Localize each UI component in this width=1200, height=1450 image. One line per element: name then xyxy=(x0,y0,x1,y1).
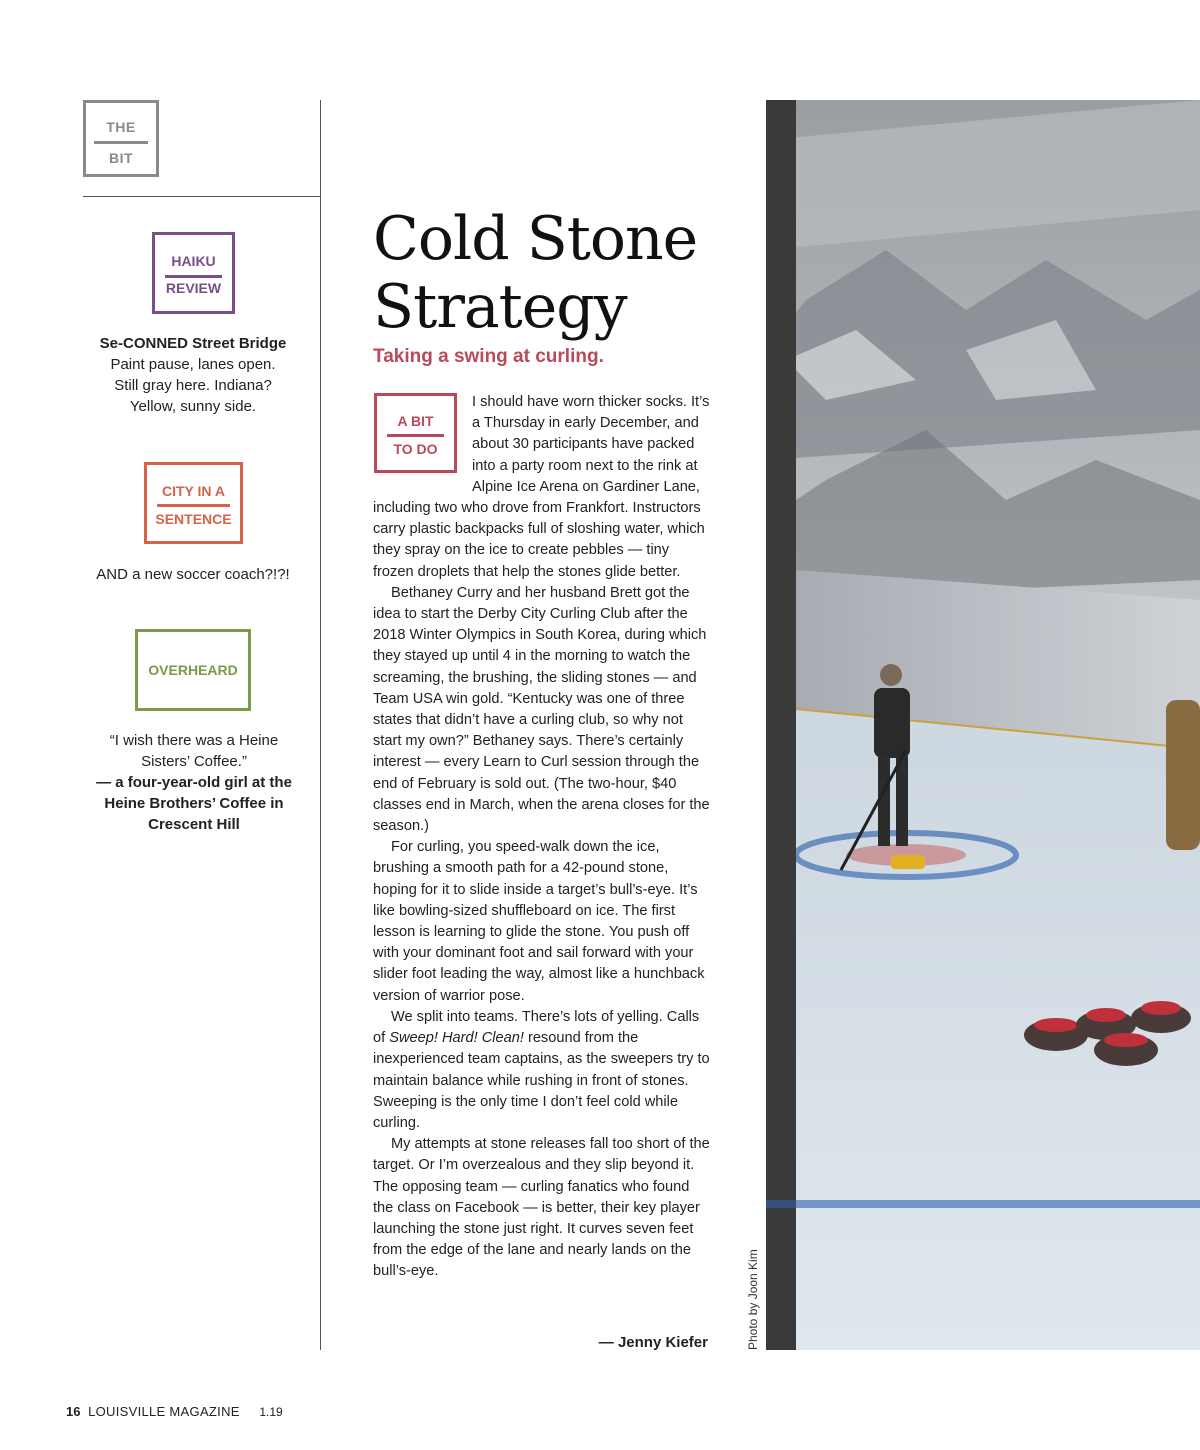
article-paragraph: Bethaney Curry and her husband Brett got the idea to start the Derby City Curling Club after the 2018 Winter Olympics in South Korea, during which they stayed up until 4 in the morning to watch the screaming, the brushing, the sliding stones — and Team USA win gold. “Kentucky was one of three states that didn’t have a curling club, so why not start my own?” Bethaney says. There’s certainly interest — every Learn to Curl session through the end of February is sold out. (The two-hour, $40 classes end in March, when the arena closes for the season.) xyxy=(373,584,710,835)
curling-photo xyxy=(766,100,1200,1350)
city-in-a-sentence-label xyxy=(144,462,243,544)
page-footer xyxy=(66,1404,283,1419)
overheard-text xyxy=(83,730,305,835)
haiku-review-text xyxy=(83,333,303,417)
city-label-line1: CITY IN A xyxy=(161,483,225,499)
city-label-line2: SENTENCE xyxy=(155,511,232,527)
byline: — Jenny Kiefer xyxy=(598,1334,708,1351)
article-body xyxy=(373,392,713,1283)
issue-date: 1.19 xyxy=(259,1405,283,1419)
the-bit-rule xyxy=(94,141,148,144)
city-sentence-text: AND a new soccer coach?!?! xyxy=(96,566,290,583)
overheard-attribution: — a four-year-old girl at the Heine Brothers’ Coffee in Crescent Hill xyxy=(96,774,292,833)
p4-italic: Sweep! Hard! Clean! xyxy=(389,1030,524,1047)
the-bit-logo xyxy=(83,100,159,177)
article-paragraph: My attempts at stone releases fall too short of the target. Or I’m overzealous and they slip beyond it. The opposing team — curling fanatics who found the class on Facebook — is better, their key player launching the stone just right. It curves seven feet from the edge of the lane and nearly lands on the bull’s-eye. xyxy=(373,1136,710,1280)
a-bit-to-do-badge xyxy=(374,393,457,473)
headline-line2: Strategy xyxy=(373,272,627,342)
article-paragraph: For curling, you speed-walk down the ice, brushing a smooth path for a 42-pound stone, hoping for it to slide inside a target’s bull’s-eye. It’s like bowling-sized shuffleboard on ice. The first lesson is learning to glide the stone. You push off with your dominant foot and sail forward with your slider foot leading the way, almost like a hunchback version of warrior pose. xyxy=(373,839,705,1004)
column-divider-vertical xyxy=(320,100,321,1350)
haiku-line: Paint pause, lanes open. xyxy=(110,356,276,373)
p4-before: We split into teams. There’s lots of yelling. Calls of xyxy=(373,1008,700,1047)
the-bit-line1: THE xyxy=(106,119,136,135)
haiku-label-line2: REVIEW xyxy=(165,280,222,296)
haiku-label-rule xyxy=(165,275,222,278)
haiku-review-label xyxy=(152,232,235,314)
headline xyxy=(373,205,753,341)
column-divider-horizontal xyxy=(83,196,321,197)
overheard-label-text: OVERHEARD xyxy=(148,662,238,678)
overheard-quote: “I wish there was a Heine Sisters’ Coffee.” xyxy=(109,732,279,770)
article-paragraph: I should have worn thicker socks. It’s a Thursday in early December, and about 30 participants have packed into a party room next to the rink at Alpine Ice Arena on Gardiner Lane, including two who drove from Frankfort. Instructors carry plastic backpacks full of sloshing water, which they spray on the ice to create pebbles — tiny frozen droplets that help the stones glide better. xyxy=(373,394,710,580)
curling-photo-illustration xyxy=(766,100,1200,1350)
haiku-line: Still gray here. Indiana? xyxy=(114,377,272,394)
magazine-name: LOUISVILLE MAGAZINE xyxy=(88,1404,240,1419)
headline-line1: Cold Stone xyxy=(373,204,698,274)
haiku-line: Yellow, sunny side. xyxy=(129,398,257,415)
badge-rule xyxy=(387,434,444,437)
dek: Taking a swing at curling. xyxy=(373,346,604,367)
haiku-label-line1: HAIKU xyxy=(171,253,216,269)
page-number: 16 xyxy=(66,1404,81,1419)
the-bit-line2: BIT xyxy=(108,150,134,166)
city-label-rule xyxy=(157,504,230,507)
badge-line1: A BIT xyxy=(397,413,434,429)
haiku-title: Se-CONNED Street Bridge xyxy=(99,335,287,352)
article-paragraph xyxy=(373,1007,713,1134)
overheard-label xyxy=(135,629,251,711)
photo-credit: Photo by Joon Kim xyxy=(746,1249,760,1350)
p4-after: resound from the inexperienced team captains, as the sweepers try to maintain balance while rushing in front of stones. Sweeping is the only time I don’t feel cold while curling. xyxy=(373,1030,710,1131)
badge-line2: TO DO xyxy=(393,441,438,457)
